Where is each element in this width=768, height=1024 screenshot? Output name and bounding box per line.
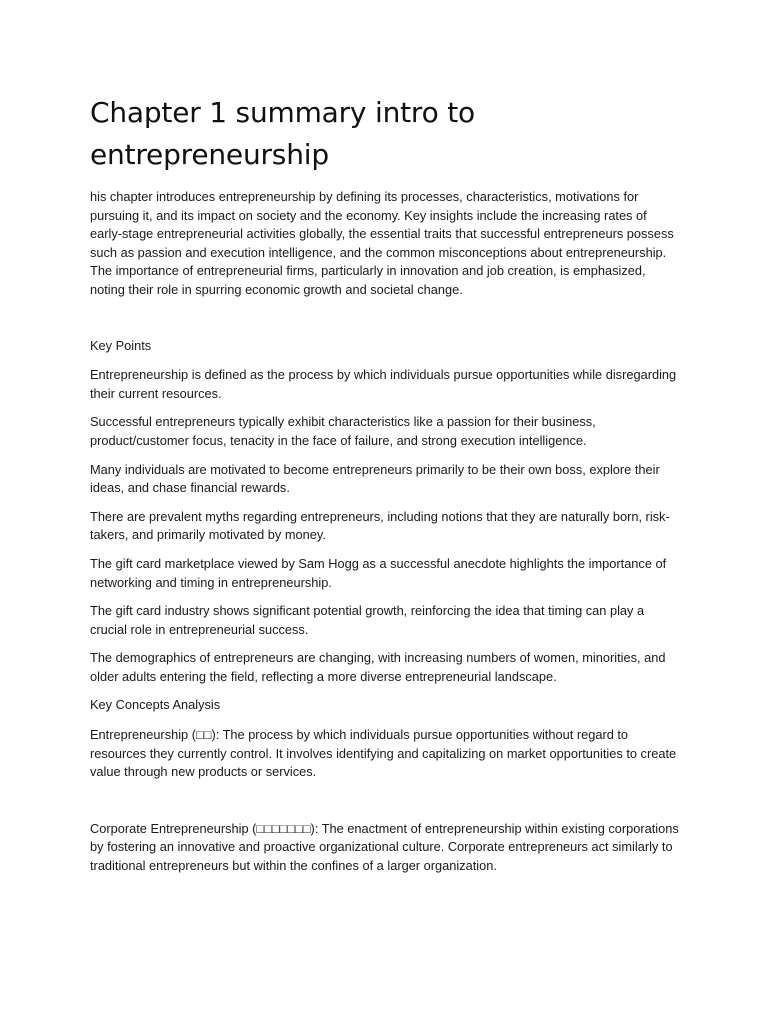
key-point-item: The demographics of entrepreneurs are changing, with increasing numbers of women, minorities, and older adults entering the field, reflecting a more diverse entrepreneurial landscape. — [90, 650, 666, 684]
key-concepts-heading: Key Concepts Analysis — [90, 697, 221, 713]
key-point-item: The gift card industry shows significant potential growth, reinforcing the idea that timing can play a crucial role in entrepreneurial success. — [90, 603, 645, 637]
document-content — [90, 92, 680, 886]
key-point-item: Many individuals are motivated to become entrepreneurs primarily to be their own boss, explore their ideas, and chase financial rewards. — [90, 461, 660, 496]
key-point-item: Entrepreneurship is defined as the process by which individuals pursue opportunities while disregarding their current resources. — [90, 367, 677, 401]
key-points-heading: Key Points — [90, 337, 152, 353]
key-point-item: The gift card marketplace viewed by Sam Hogg as a successful anecdote highlights the importance of networking and timing in entrepreneurship. — [90, 555, 667, 590]
concept-corporate-entrepreneurship: Corporate Entrepreneurship (□□□□□□□): The enactment of entrepreneurship within existing corporations by fostering an innovative and proactive organizational culture. Corporate entrepreneurs act similarly to traditional entrepreneurs but within the confines of a larger organization. — [90, 820, 679, 874]
key-point-item: Successful entrepreneurs typically exhibit characteristics like a passion for their business, product/customer focus, tenacity in the face of failure, and strong execution intelligence. — [90, 414, 596, 448]
key-point-item: There are prevalent myths regarding entrepreneurs, including notions that they are naturally born, risk-takers, and primarily motivated by money. — [90, 508, 670, 543]
document-title: Chapter 1 summary intro to entrepreneurship — [90, 96, 475, 171]
concept-entrepreneurship: Entrepreneurship (□□): The process by which individuals pursue opportunities without regard to resources they currently control. It involves identifying and capitalizing on market opportunities to create value through new products or services. — [90, 727, 677, 780]
intro-paragraph: his chapter introduces entrepreneurship by defining its processes, characteristics, motivations for pursuing it, and its impact on society and the economy. Key insights include the increasing rates of early-stage entrepreneurial activities globally, the essential traits that successful entrepreneurs possess such as passion and execution intelligence, and the common misconceptions about entrepreneurship. The importance of entrepreneurial firms, particularly in innovation and job creation, is emphasized, noting their role in spurring economic growth and societal change. — [90, 189, 674, 297]
section-spacer — [90, 792, 680, 820]
